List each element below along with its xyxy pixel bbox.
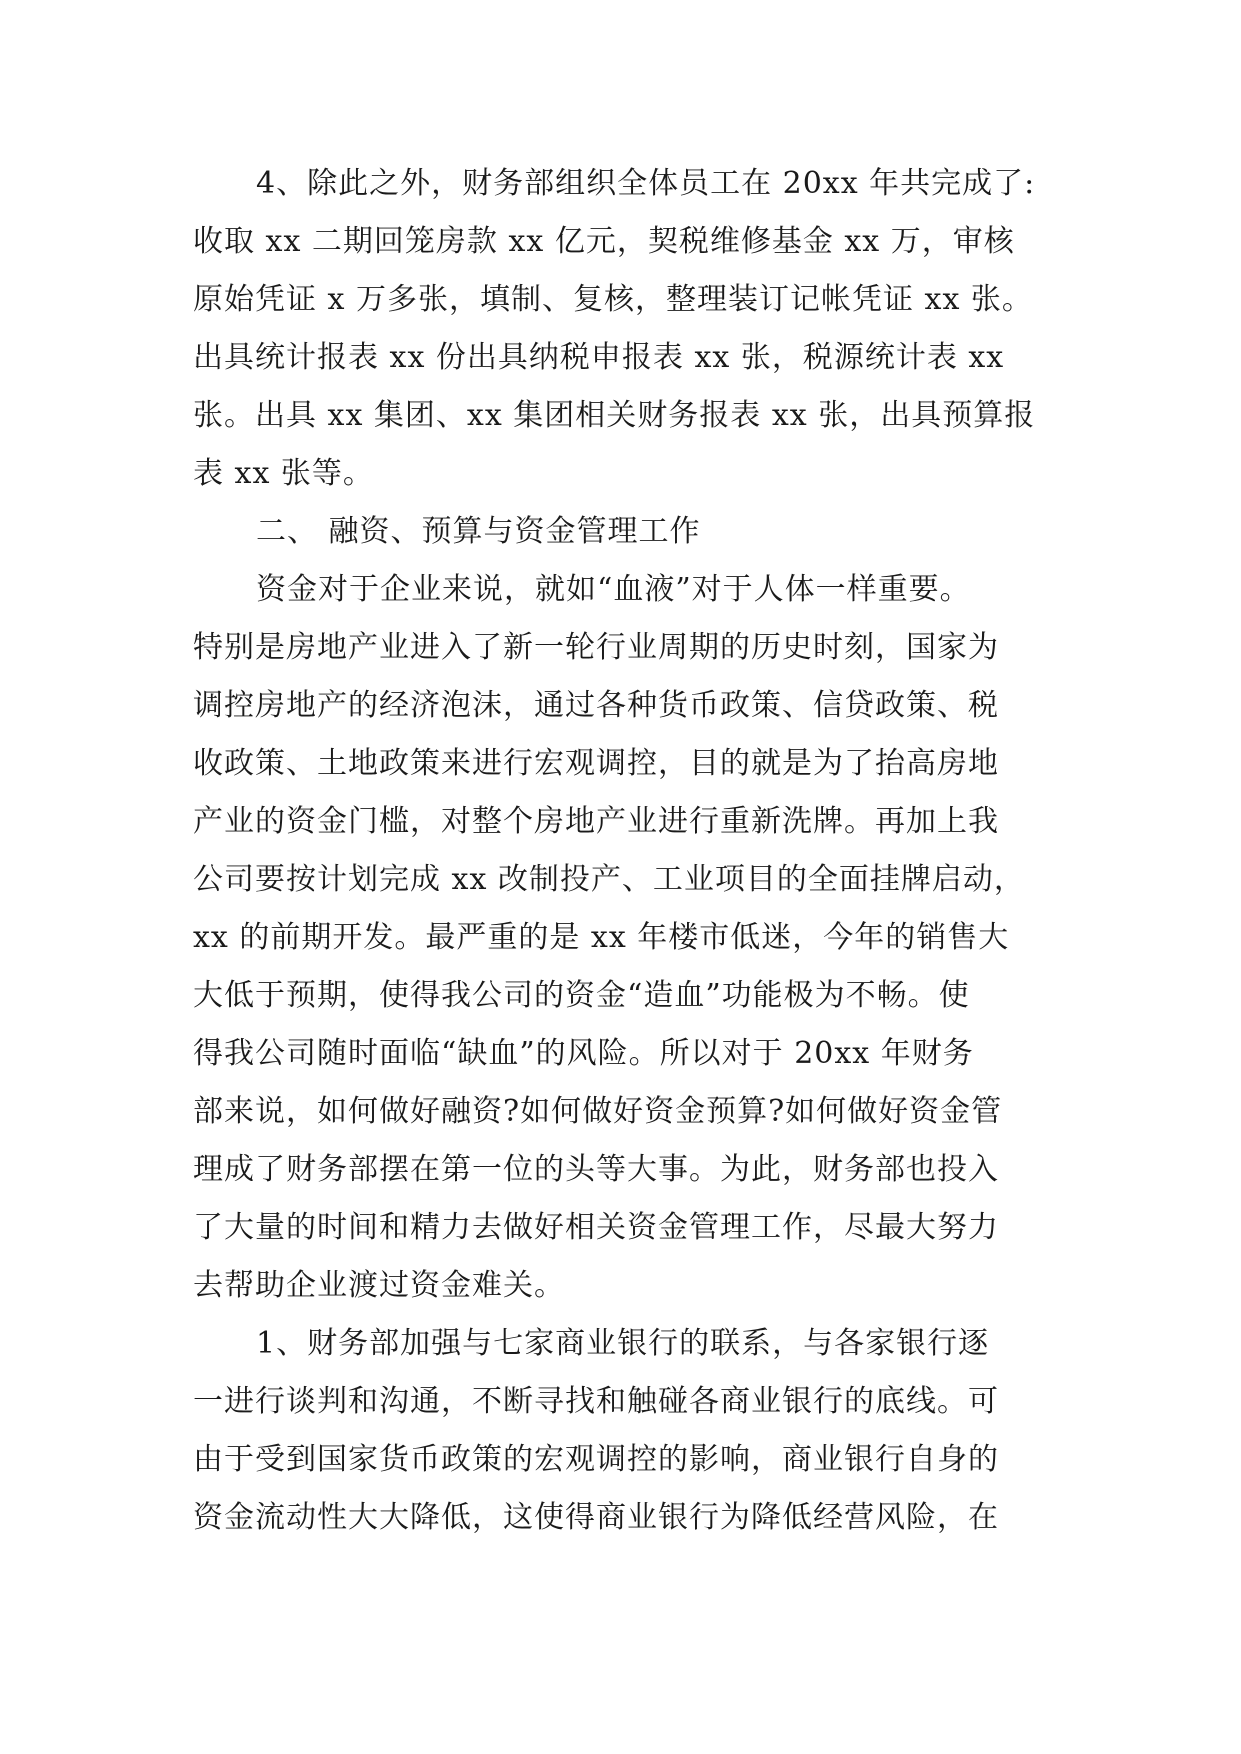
para1-line-1: 4、除此之外，财务部组织全体员工在 20xx 年共完成了: — [256, 166, 1036, 201]
section-heading: 二、 融资、预算与资金管理工作 — [256, 514, 701, 549]
para3-line-4: 资金流动性大大降低，这使得商业银行为降低经营风险，在 — [193, 1500, 999, 1535]
para2-line-2: 特别是房地产业进入了新一轮行业周期的历史时刻，国家为 — [193, 630, 999, 665]
para1-line-6: 表 xx 张等。 — [193, 456, 374, 491]
para1-line-4: 出具统计报表 xx 份出具纳税申报表 xx 张，税源统计表 xx — [193, 340, 1005, 375]
para2-line-6: 公司要按计划完成 xx 改制投产、工业项目的全面挂牌启动， — [193, 862, 1025, 897]
para2-line-8: 大低于预期，使得我公司的资金“造血”功能极为不畅。使 — [193, 978, 970, 1013]
para2-line-13: 去帮助企业渡过资金难关。 — [193, 1268, 565, 1303]
para1-line-3: 原始凭证 x 万多张，填制、复核，整理装订记帐凭证 xx 张。 — [193, 282, 1033, 317]
para3-line-1: 1、财务部加强与七家商业银行的联系，与各家银行逐 — [256, 1326, 990, 1361]
para2-line-5: 产业的资金门槛，对整个房地产业进行重新洗牌。再加上我 — [193, 804, 999, 839]
para2-line-12: 了大量的时间和精力去做好相关资金管理工作，尽最大努力 — [193, 1210, 999, 1245]
para2-line-10: 部来说，如何做好融资?如何做好资金预算?如何做好资金管 — [193, 1094, 1003, 1129]
para2-line-1: 资金对于企业来说，就如“血液”对于人体一样重要。 — [256, 572, 971, 607]
para2-line-7: xx 的前期开发。最严重的是 xx 年楼市低迷，今年的销售大 — [193, 920, 1010, 955]
para3-line-3: 由于受到国家货币政策的宏观调控的影响，商业银行自身的 — [193, 1442, 999, 1477]
para2-line-3: 调控房地产的经济泡沫，通过各种货币政策、信贷政策、税 — [193, 688, 999, 723]
para2-line-4: 收政策、土地政策来进行宏观调控，目的就是为了抬高房地 — [193, 746, 999, 781]
para1-line-2: 收取 xx 二期回笼房款 xx 亿元，契税维修基金 xx 万，审核 — [193, 224, 1015, 259]
para2-line-11: 理成了财务部摆在第一位的头等大事。为此，财务部也投入 — [193, 1152, 999, 1187]
para3-line-2: 一进行谈判和沟通，不断寻找和触碰各商业银行的底线。可 — [193, 1384, 999, 1419]
para1-line-5: 张。出具 xx 集团、xx 集团相关财务报表 xx 张，出具预算报 — [193, 398, 1036, 433]
para2-line-9: 得我公司随时面临“缺血”的风险。所以对于 20xx 年财务 — [193, 1036, 974, 1071]
